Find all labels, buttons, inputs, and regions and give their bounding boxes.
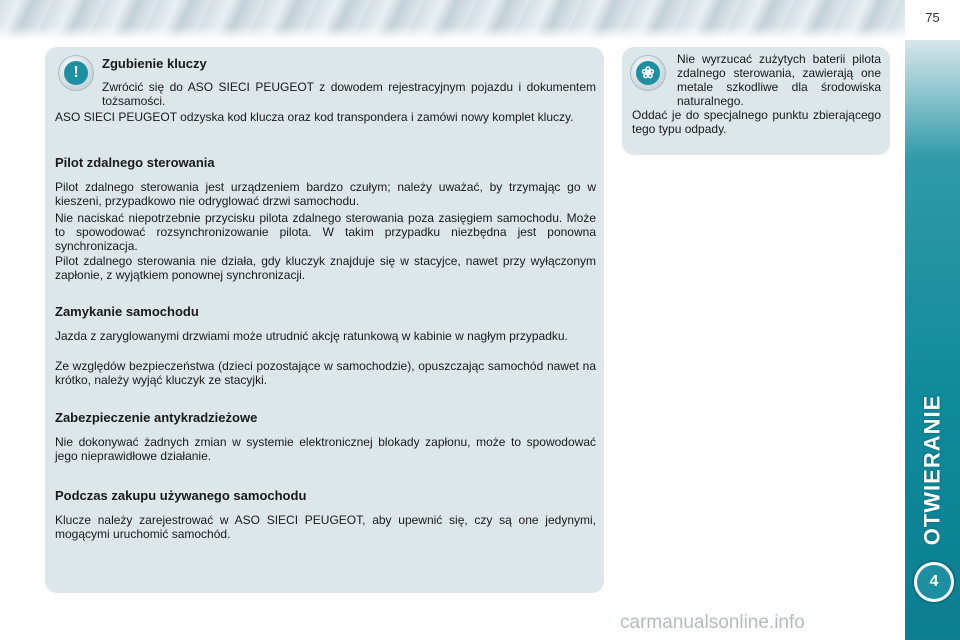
chapter-title-text: OTWIERANIE (919, 394, 945, 546)
remote-text-3: Pilot zdalnego sterowania nie działa, gdy kluczyk znajduje się w stacyjce, nawet przy wyłączonym zapłonie, z wyjątkiem ponownej synchronizacji. (55, 254, 596, 282)
remote-text-2: Nie naciskać niepotrzebnie przycisku pilota zdalnego sterowania poza zasięgiem samochodu. Może to spowodować rozsynchronizowanie pilota. W takim przypadku niezbędna jest ponowna synchronizacja. (55, 211, 596, 253)
antitheft-text: Nie dokonywać żadnych zmian w systemie elektronicznej blokady zapłonu, może to spowodować jego nieprawidłowe działanie. (55, 435, 596, 463)
environment-text-1: Nie wyrzucać zużytych baterii pilota zdalnego sterowania, zawierają one metale szkodliwe dla środowiska naturalnego. (677, 52, 881, 108)
lost-keys-text-1: Zwrócić się do ASO SIECI PEUGEOT z dowodem rejestracyjnym pojazdu i dokumentem tożsamości. (102, 80, 596, 108)
environment-flower-icon: ❀ (630, 55, 666, 91)
locking-text-2: Ze względów bezpieczeństwa (dzieci pozostające w samochodzie), opuszczając samochód nawet na krótko, należy wyjąć kluczyk ze stacyjki. (55, 359, 596, 387)
remote-heading: Pilot zdalnego sterowania (55, 155, 215, 170)
lost-keys-text-2: ASO SIECI PEUGEOT odzyska kod klucza oraz kod transpondera i zamówi nowy komplet kluczy. (55, 110, 574, 124)
remote-text-1: Pilot zdalnego sterowania jest urządzeniem bardzo czułym; należy uważać, by trzymając go w kieszeni, przypadkowo nie odryglować drzwi samochodu. (55, 180, 596, 208)
warning-icon: ! (58, 55, 94, 91)
used-car-text: Klucze należy zarejestrować w ASO SIECI PEUGEOT, aby upewnić się, czy są one jedynymi, mogącymi uruchomić samochód. (55, 513, 596, 541)
chapter-number-badge: 4 (914, 562, 954, 602)
main-info-panel (45, 47, 604, 593)
lost-keys-heading: Zgubienie kluczy (102, 56, 207, 71)
watermark: carmanualsonline.info (620, 612, 805, 633)
antitheft-heading: Zabezpieczenie antykradzieżowe (55, 410, 258, 425)
locking-heading: Zamykanie samochodu (55, 304, 199, 319)
page-number: 75 (925, 10, 940, 25)
locking-text-1: Jazda z zaryglowanymi drzwiami może utrudnić akcję ratunkową w kabinie w nagłym przypadku. (55, 329, 568, 343)
used-car-heading: Podczas zakupu używanego samochodu (55, 488, 307, 503)
chapter-title (905, 380, 960, 560)
environment-panel (622, 47, 890, 155)
environment-text-2: Oddać je do specjalnego punktu zbierającego tego typu odpady. (632, 108, 881, 136)
header-decoration (0, 0, 905, 40)
